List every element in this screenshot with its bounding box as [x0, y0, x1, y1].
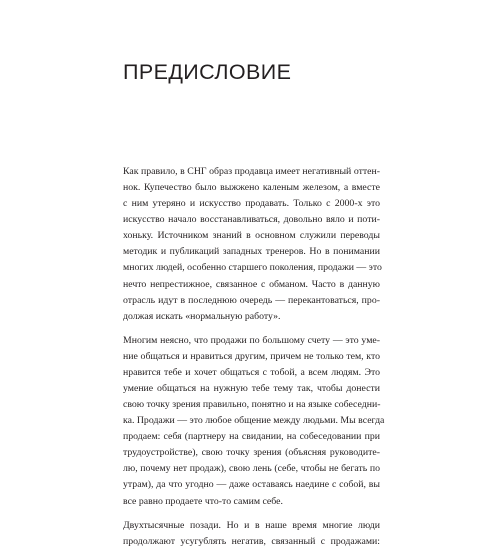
- text-line: отрасль идут в последнюю очередь — перекантоваться, про-: [123, 294, 380, 306]
- text-line: ние общаться и нравиться другим, причем не только тем, кто: [123, 350, 380, 362]
- text-line: Многим неясно, что продажи по большому счету — это уме-: [123, 334, 380, 346]
- text-line: свою точку зрения правильно, понятно и на языке собеседни-: [123, 399, 381, 411]
- body-text: [123, 164, 385, 550]
- text-line: хоньку. Источником знаний в основном служили переводы: [123, 230, 380, 242]
- text-line: Как правило, в СНГ образ продавца имеет негативный оттен-: [123, 166, 380, 177]
- text-line: нечто непрестижное, связанное с обманом. Часто в данную: [123, 278, 380, 290]
- paragraph-3: [123, 518, 380, 550]
- text-line: утрам), да что угодно — даже оставаясь наедине с собой, вы: [123, 479, 380, 491]
- text-line: нок. Купечество было выжжено каленым железом, а вместе: [123, 182, 380, 194]
- text-line: лю, почему нет продаж), свою лень (себе, чтобы не бегать по: [123, 463, 380, 475]
- text-line: продолжают усугублять негатив, связанный с продажами:: [123, 535, 380, 547]
- text-line: трудоустройстве), свою точку зрения (объясняя руководите-: [123, 447, 380, 459]
- text-line: многих людей, особенно старшего поколения, продажи — это: [123, 262, 382, 274]
- text-line: Двухтысячные позади. Но и в наше время многие люди: [123, 519, 380, 531]
- text-line: все равно продаете что-то самим себе.: [123, 495, 283, 507]
- text-line: искусство начало восстанавливаться, довольно вяло и поти-: [123, 214, 380, 226]
- text-line: должая искать «нормальную работу».: [123, 310, 281, 322]
- paragraph-1: [123, 164, 380, 325]
- text-line: продаем: себя (партнеру на свидании, на собеседовании при: [123, 431, 380, 443]
- text-line: умение общаться на нужную тебе тему так, чтобы донести: [123, 383, 380, 395]
- text-line: методик и публикаций западных тренеров. Но в понимании: [123, 246, 380, 258]
- text-line: нравится тебе и хочет общаться с тобой, а всем людям. Это: [123, 366, 380, 378]
- paragraph-2: [123, 333, 385, 510]
- text-line: ка. Продажи — это любое общение между людьми. Мы всегда: [123, 415, 385, 427]
- text-line: с ним утеряно и искусство продавать. Только с 2000-х это: [123, 198, 380, 210]
- chapter-heading: ПРЕДИСЛОВИЕ: [123, 60, 292, 84]
